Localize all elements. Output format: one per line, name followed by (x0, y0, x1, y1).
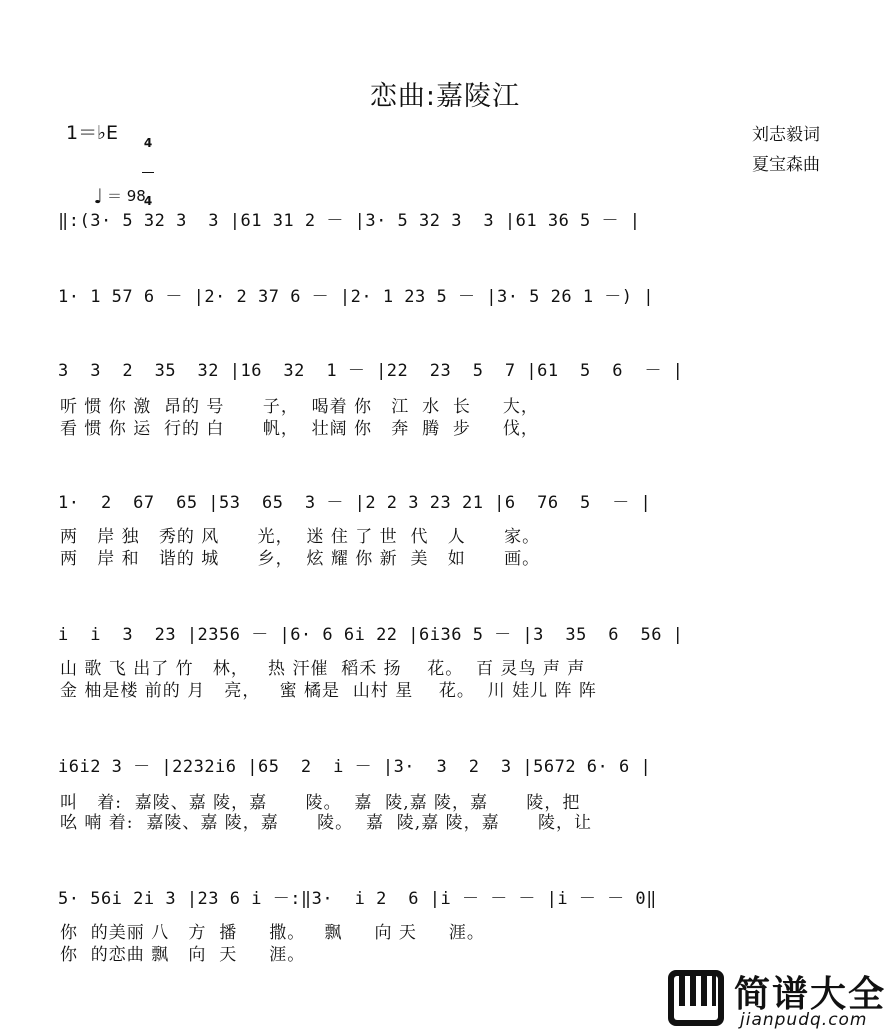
system-5-lyric-verse-1: 山 歌 飞 出了 竹 林， 热 汗催 稻禾 扬 花。 百 灵鸟 声 声 (60, 659, 586, 679)
system-7-lyric-verse-2: 你 的恋曲 飘 向 天 涯。 (60, 945, 306, 965)
system-2-notes: 1· 1 57 6 － |2· 2 37 6 － |2· 1 23 5 － |3· 5 26 1 －) | (58, 287, 655, 307)
system-1-notes: ‖:(3· 5 32 3 3 |61 31 2 － |3· 5 32 3 3 |61 36 5 － | (58, 211, 641, 231)
system-3-lyric-verse-1: 听 惯 你 激 昂的 号 子， 喝着 你 江 水 长 大， (60, 397, 539, 417)
quarter-note-icon: ♩ (93, 184, 103, 208)
time-signature-top: 4 (143, 136, 153, 150)
lyricist-credit: 刘志毅词 (752, 125, 820, 145)
system-4-lyric-verse-1: 两 岸 独 秀的 风 光， 迷 住 了 世 代 人 家。 (60, 527, 541, 547)
system-6-lyric-verse-2: 吆 喃 着: 嘉陵、嘉 陵，嘉 陵。 嘉 陵,嘉 陵，嘉 陵，让 (60, 813, 593, 833)
system-5-lyric-verse-2: 金 柚是楼 前的 月 亮， 蜜 橘是 山村 星 花。 川 娃儿 阵 阵 (60, 681, 597, 701)
tempo-marking (84, 166, 146, 208)
system-5-notes: i i 3 23 |2356 － |6· 6 6i 22 |6i36 5 － |3 35 6 56 | (58, 625, 684, 645)
system-6-notes: i6i2 3 － |2232i6 |65 2 i － |3· 3 2 3 |5672 6· 6 | (58, 757, 652, 777)
system-4-notes: 1· 2 67 65 |53 65 3 － |2 2 3 23 21 |6 76 5 － | (58, 493, 652, 513)
key-signature: 1＝♭E (66, 122, 119, 144)
system-7-lyric-verse-1: 你 的美丽 八 方 播 撒。 飘 向 天 涯。 (60, 923, 485, 943)
page-title: 恋曲:嘉陵江 (369, 81, 521, 112)
time-signature-bottom: 4 (143, 194, 153, 208)
system-3-notes: 3 3 2 35 32 |16 32 1 － |22 23 5 7 |61 5 6 － | (58, 361, 684, 381)
composer-credit: 夏宝森曲 (752, 155, 820, 175)
system-4-lyric-verse-2: 两 岸 和 谐的 城 乡， 炫 耀 你 新 美 如 画。 (60, 549, 541, 569)
system-7-notes: 5· 56i 2i 3 |23 6 i －:‖3· i 2 6 |i － － － |i － － 0‖ (58, 889, 657, 909)
system-6-lyric-verse-1: 叫 着: 嘉陵、嘉 陵，嘉 陵。 嘉 陵,嘉 陵，嘉 陵，把 (60, 793, 581, 813)
watermark-logo-text: 简谱大全 (734, 974, 887, 1015)
watermark-url: jianpudq.com (740, 1010, 868, 1030)
system-3-lyric-verse-2: 看 惯 你 运 行的 白 帆， 壮阔 你 奔 腾 步 伐， (60, 419, 539, 439)
tempo-value: ＝ 98 (106, 187, 146, 205)
